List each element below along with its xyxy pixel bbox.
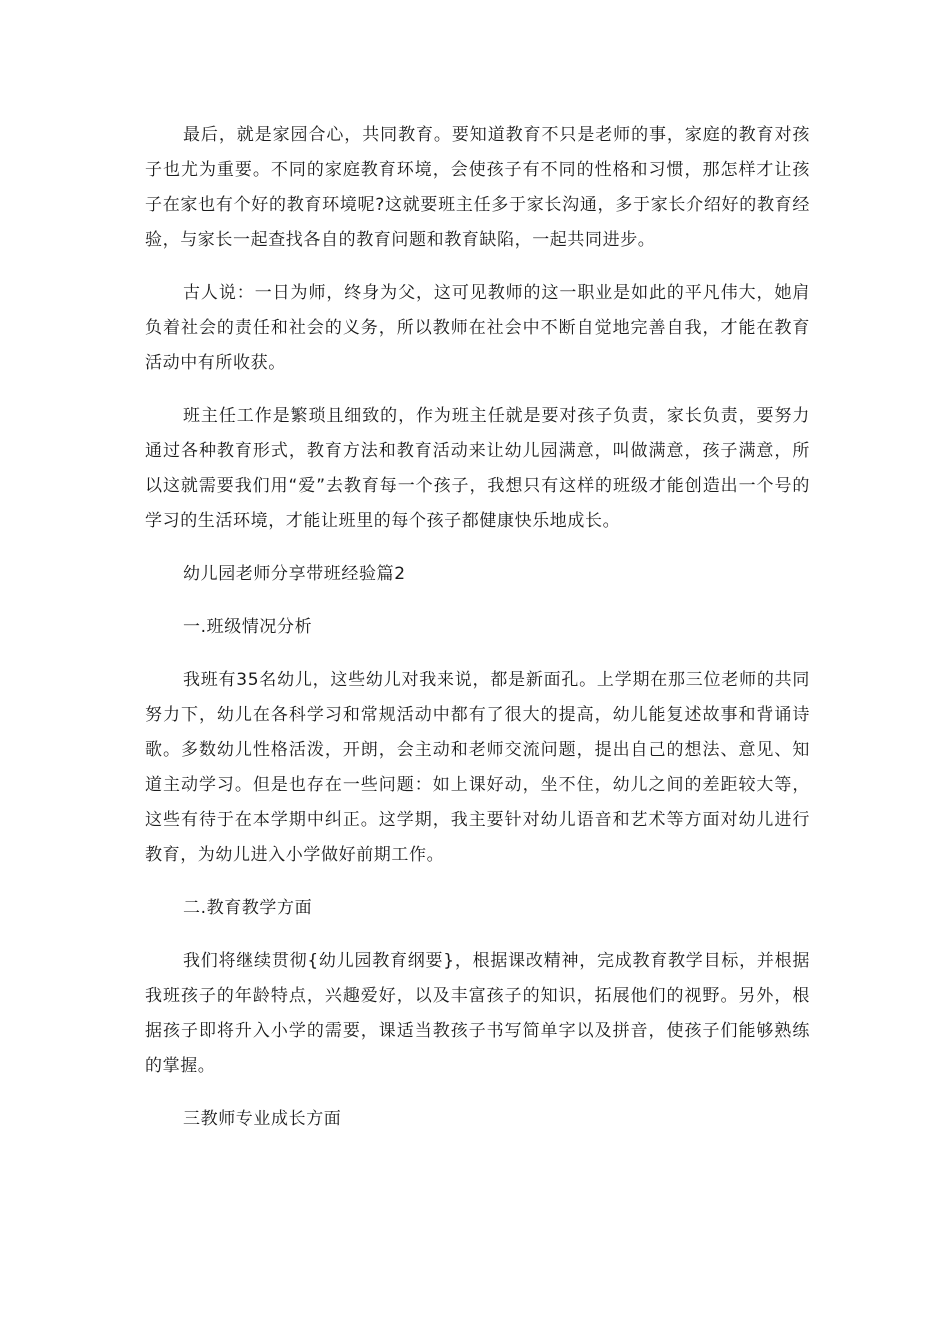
heading-teaching: 二.教育教学方面 [183, 898, 313, 918]
heading-professional-growth: 三教师专业成长方面 [183, 1109, 342, 1129]
paragraph-class-analysis: 我班有35名幼儿，这些幼儿对我来说，都是新面孔。上学期在那三位老师的共同努力下，幼儿在各科学习和常规活动中都有了很大的提高，幼儿能复述故事和背诵诗歌。多数幼儿性格活泼，开朗，会主动和老师交流问题，提出自己的想法、意见、知道主动学习。但是也存在一些问题：如上课好动，坐不住，幼儿之间的差距较大等，这些有待于在本学期中纠正。这学期，我主要针对幼儿语音和艺术等方面对幼儿进行教育，为幼儿进入小学做好前期工作。 [145, 670, 810, 865]
document-body [145, 118, 810, 1137]
heading-class-analysis: 一.班级情况分析 [183, 617, 313, 637]
paragraph-home-school-cooperation: 最后，就是家园合心，共同教育。要知道教育不只是老师的事，家庭的教育对孩子也尤为重要。不同的家庭教育环境，会使孩子有不同的性格和习惯，那怎样才让孩子在家也有个好的教育环境呢?这就要班主任多于家长沟通，多于家长介绍好的教育经验，与家长一起查找各自的教育问题和教育缺陷，一起共同进步。 [145, 125, 810, 250]
paragraph-ancient-saying: 古人说：一日为师，终身为父，这可见教师的这一职业是如此的平凡伟大，她肩负着社会的责任和社会的义务，所以教师在社会中不断自觉地完善自我，才能在教育活动中有所收获。 [145, 283, 810, 373]
section-title-part-2: 幼儿园老师分享带班经验篇2 [183, 564, 406, 584]
paragraph-head-teacher-work: 班主任工作是繁琐且细致的，作为班主任就是要对孩子负责，家长负责，要努力通过各种教育形式，教育方法和教育活动来让幼儿园满意，叫做满意，孩子满意，所以这就需要我们用“爱”去教育每一个孩子，我想只有这样的班级才能创造出一个号的学习的生活环境，才能让班里的每个孩子都健康快乐地成长。 [145, 406, 810, 531]
paragraph-teaching: 我们将继续贯彻{幼儿园教育纲要}，根据课改精神，完成教育教学目标，并根据我班孩子的年龄特点，兴趣爱好，以及丰富孩子的知识，拓展他们的视野。另外，根据孩子即将升入小学的需要，课适当教孩子书写简单字以及拼音，使孩子们能够熟练的掌握。 [145, 951, 810, 1076]
